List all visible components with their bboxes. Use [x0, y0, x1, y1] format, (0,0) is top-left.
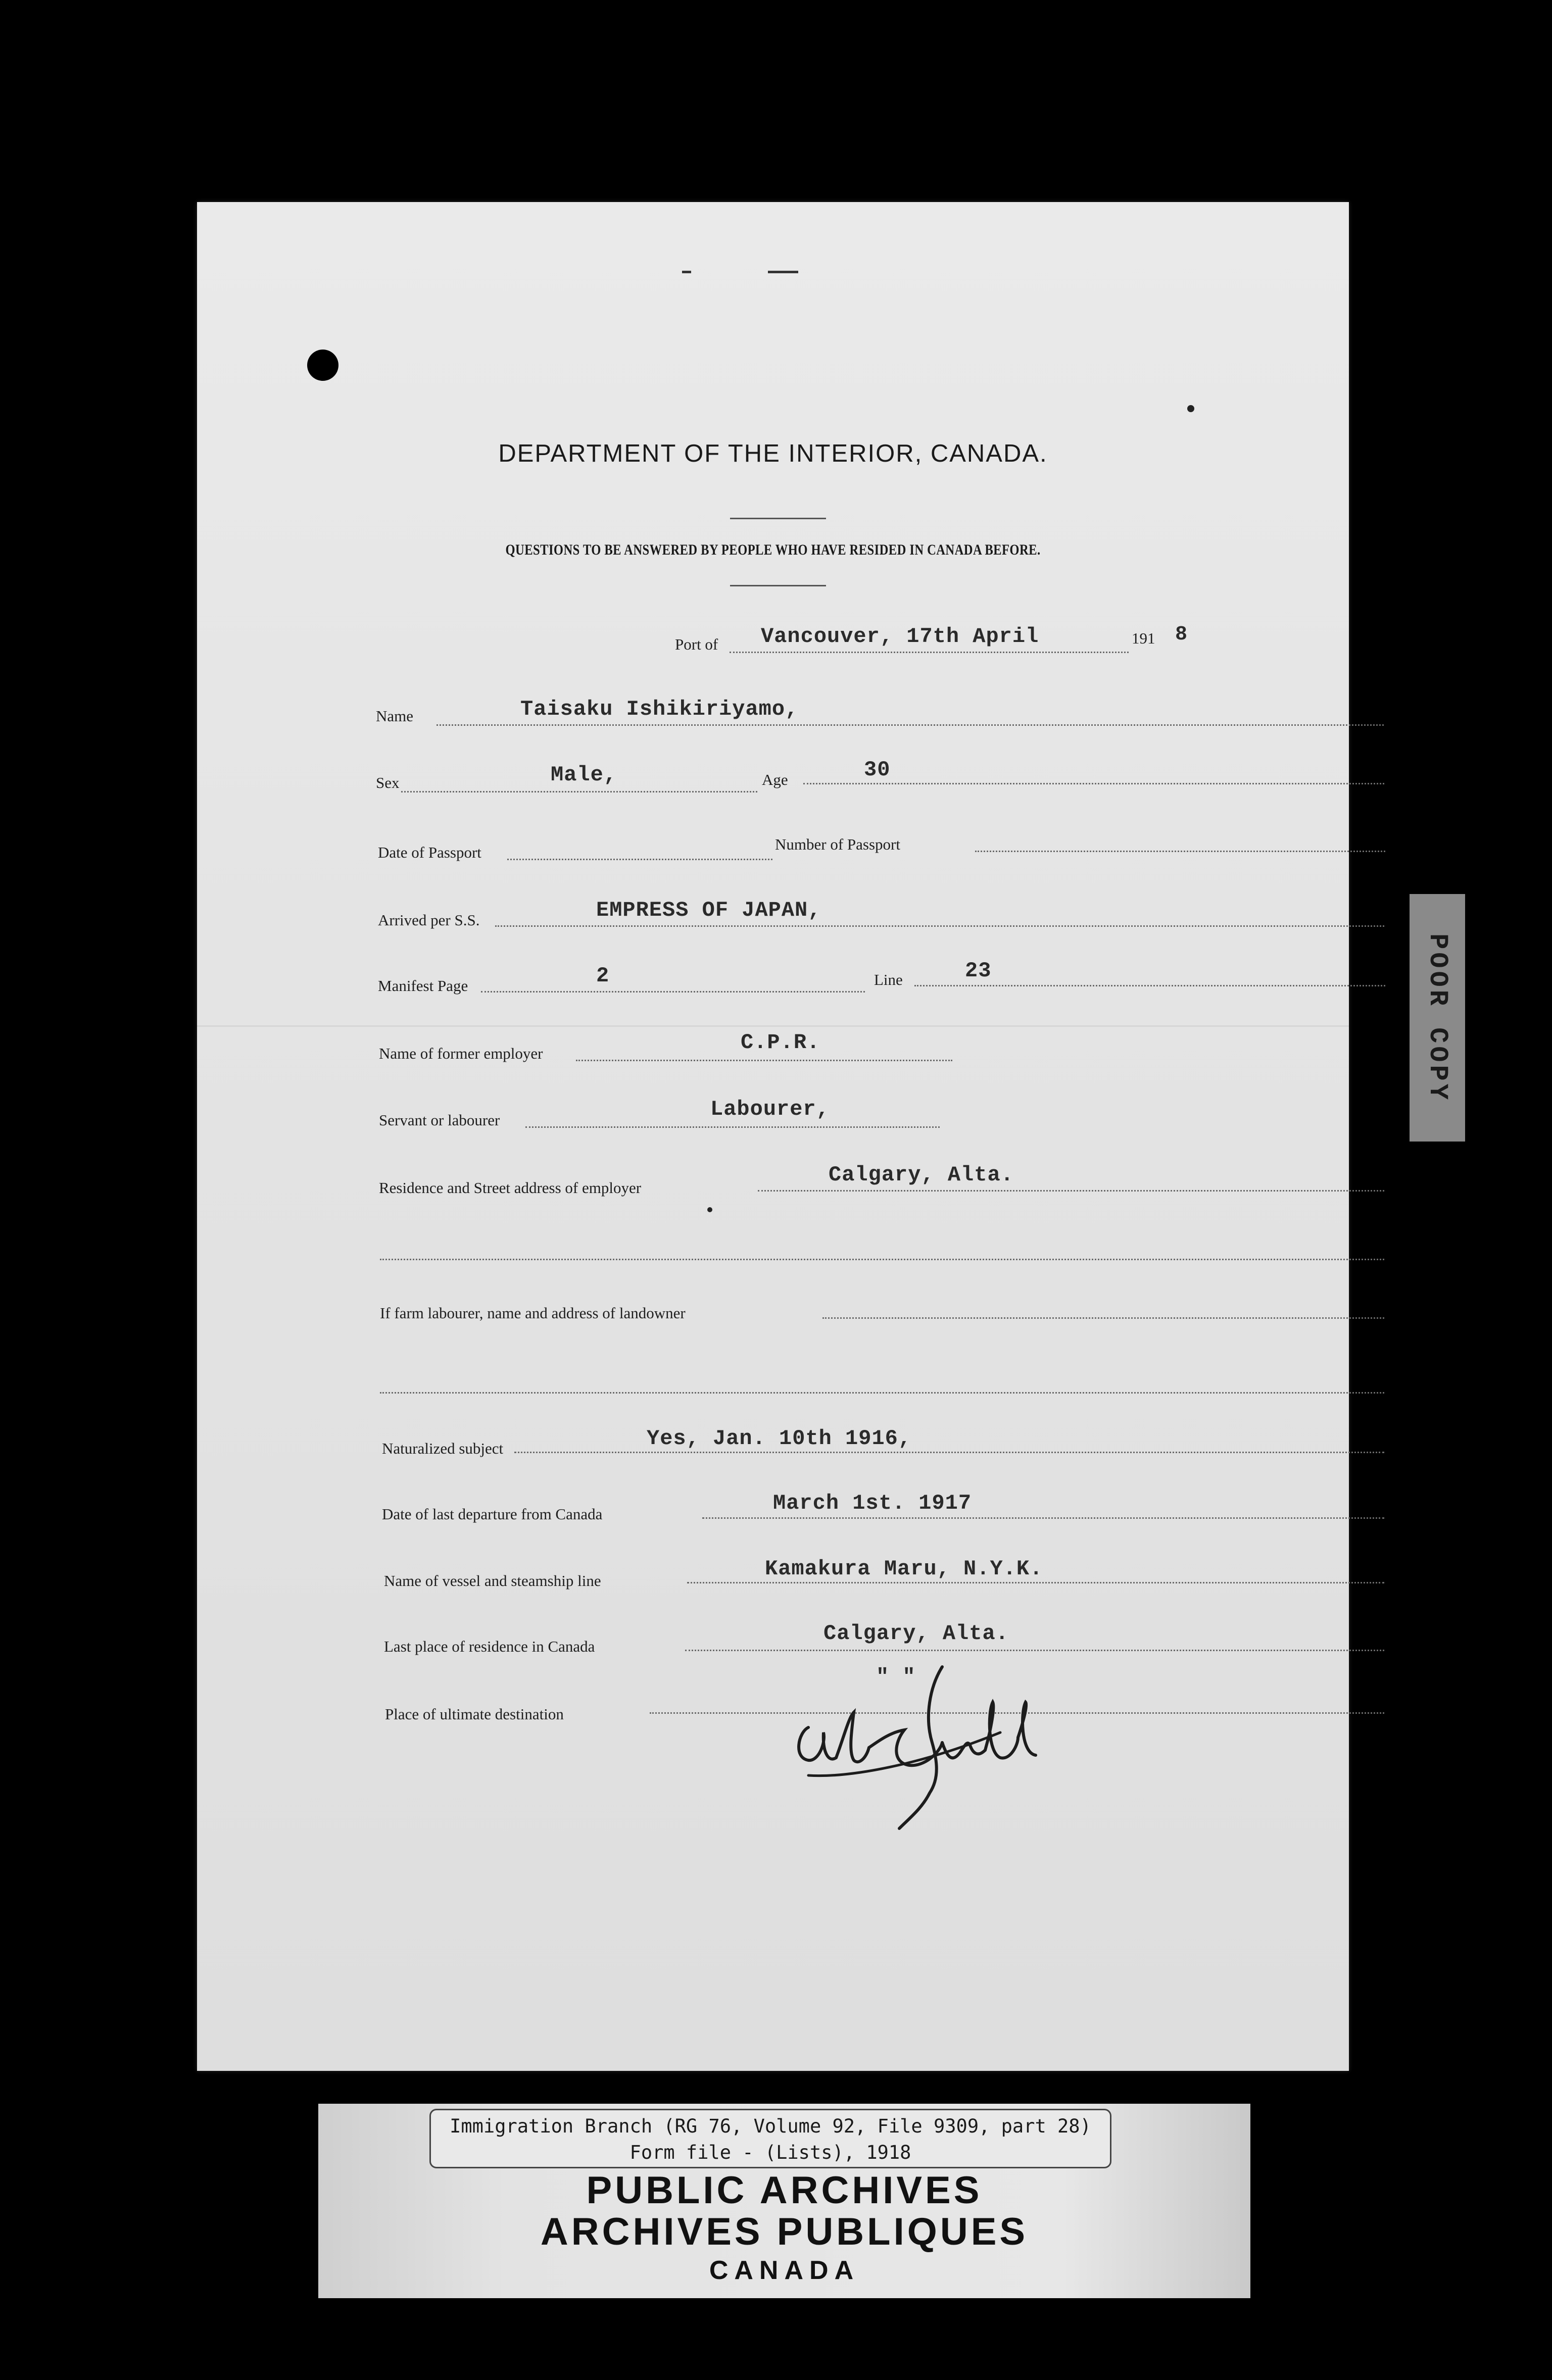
name-dotted-line: [437, 724, 1384, 726]
title-rule: [730, 518, 826, 519]
manifest-dotted-line: [481, 991, 865, 993]
archives-publiques-text: ARCHIVES PUBLIQUES: [540, 2210, 1029, 2253]
passport-date-dotted-line: [507, 859, 772, 860]
last-residence-label: Last place of residence in Canada: [384, 1638, 595, 1655]
naturalized-label: Naturalized subject: [382, 1440, 504, 1457]
departure-label: Date of last departure from Canada: [382, 1505, 603, 1523]
handwritten-signature: [788, 1657, 1051, 1839]
name-value: Taisaku Ishikiriyamo,: [520, 697, 799, 721]
canada-text: CANADA: [709, 2256, 860, 2285]
ink-speck: [1187, 405, 1194, 412]
passport-number-dotted-line: [975, 851, 1385, 852]
naturalized-dotted-line: [514, 1452, 1384, 1453]
naturalized-value: Yes, Jan. 10th 1916,: [647, 1426, 912, 1451]
manifest-value: 2: [596, 964, 610, 988]
line-label: Line: [874, 971, 903, 988]
ink-mark: [768, 271, 798, 273]
port-label: Port of: [675, 635, 718, 653]
residence-label: Residence and Street address of employer: [379, 1179, 642, 1197]
sex-dotted-line: [401, 791, 757, 792]
destination-value: " ": [876, 1665, 916, 1689]
servant-label: Servant or labourer: [379, 1111, 500, 1129]
farm-label: If farm labourer, name and address of landowner: [380, 1304, 686, 1322]
subtitle-rule: [730, 585, 826, 586]
employer-dotted-line: [576, 1060, 952, 1061]
form-sheet: [197, 202, 1349, 2071]
manifest-label: Manifest Page: [378, 977, 468, 995]
sex-label: Sex: [376, 774, 400, 791]
vessel-dotted-line: [687, 1582, 1384, 1583]
archive-reference-line1: Immigration Branch (RG 76, Volume 92, File 9309, part 28): [450, 2115, 1091, 2137]
poor-copy-tag: [1410, 894, 1465, 1142]
year-suffix: 8: [1175, 623, 1188, 646]
arrived-value: EMPRESS OF JAPAN,: [596, 898, 821, 922]
employer-value: C.P.R.: [741, 1030, 820, 1055]
name-label: Name: [376, 707, 414, 725]
employer-label: Name of former employer: [379, 1045, 543, 1062]
arrived-label: Arrived per S.S.: [378, 911, 480, 929]
ink-speck: [707, 1207, 712, 1212]
residence-extra-dotted-line: [380, 1259, 1384, 1260]
line-dotted-line: [914, 985, 1385, 986]
port-dotted-line: [730, 652, 1129, 653]
poor-copy-text: POOR COPY: [1422, 933, 1452, 1103]
page-fold-line: [197, 1025, 1349, 1027]
age-dotted-line: [803, 783, 1384, 784]
departure-value: March 1st. 1917: [773, 1491, 972, 1515]
line-value: 23: [965, 959, 992, 983]
page-subtitle: QUESTIONS TO BE ANSWERED BY PEOPLE WHO HAVE RESIDED IN CANADA BEFORE.: [505, 541, 1041, 558]
departure-dotted-line: [702, 1517, 1384, 1519]
servant-value: Labourer,: [710, 1097, 830, 1121]
farm-extra-dotted-line: [380, 1392, 1384, 1394]
vessel-label: Name of vessel and steamship line: [384, 1572, 601, 1590]
archive-reference-line2: Form file - (Lists), 1918: [629, 2142, 911, 2163]
year-prefix: 191: [1132, 629, 1155, 647]
last-residence-value: Calgary, Alta.: [823, 1621, 1009, 1646]
public-archives-text: PUBLIC ARCHIVES: [586, 2169, 983, 2212]
farm-dotted-line: [822, 1317, 1384, 1319]
arrived-dotted-line: [495, 925, 1384, 927]
passport-date-label: Date of Passport: [378, 844, 481, 861]
port-value: Vancouver, 17th April: [761, 624, 1039, 649]
page-title: DEPARTMENT OF THE INTERIOR, CANADA.: [498, 440, 1048, 467]
servant-dotted-line: [525, 1126, 940, 1128]
last-residence-dotted-line: [685, 1650, 1384, 1651]
vessel-value: Kamakura Maru, N.Y.K.: [765, 1557, 1043, 1581]
punch-hole: [307, 350, 338, 381]
archive-label-card: [318, 2104, 1250, 2298]
age-label: Age: [762, 771, 788, 788]
sex-value: Male,: [551, 763, 617, 787]
destination-label: Place of ultimate destination: [385, 1705, 564, 1723]
archive-reference-box: [429, 2109, 1111, 2168]
ink-mark: [682, 271, 691, 273]
residence-dotted-line: [758, 1190, 1384, 1192]
passport-number-label: Number of Passport: [775, 835, 900, 853]
age-value: 30: [864, 758, 891, 782]
residence-value: Calgary, Alta.: [829, 1163, 1014, 1187]
